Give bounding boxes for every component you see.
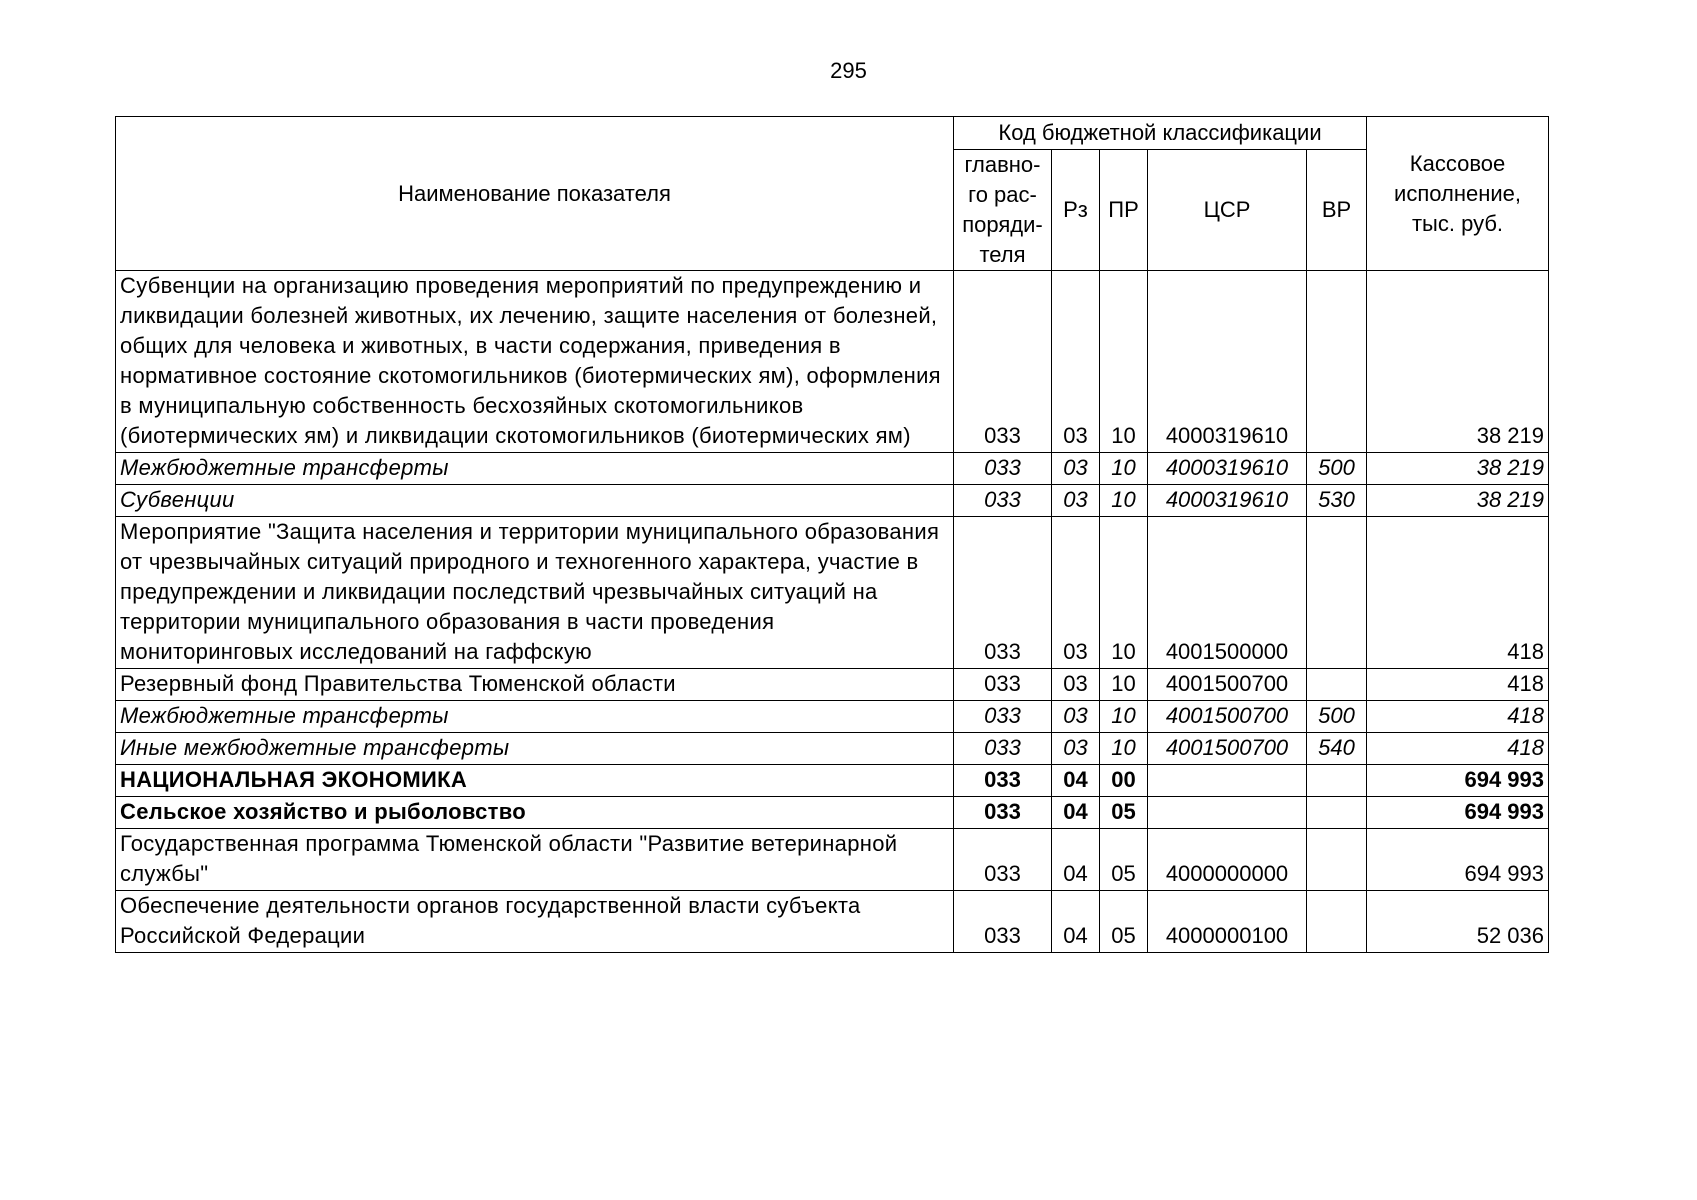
- row-grbs: 033: [954, 485, 1052, 517]
- header-csr: ЦСР: [1148, 150, 1307, 271]
- row-pr: 10: [1100, 669, 1148, 701]
- header-amount-line: тыс. руб.: [1411, 210, 1504, 236]
- header-code-group: Код бюджетной классификации: [954, 117, 1367, 150]
- row-vr: 530: [1307, 485, 1367, 517]
- row-rz: 03: [1052, 271, 1100, 453]
- table-row: [116, 797, 1549, 829]
- row-name: Государственная программа Тюменской области "Развитие ветеринарной службы": [116, 829, 954, 891]
- row-csr: 4000000000: [1148, 829, 1307, 891]
- row-vr: 540: [1307, 733, 1367, 765]
- header-grbs-line: теля: [979, 242, 1026, 267]
- row-name: Субвенции на организацию проведения мероприятий по предупреждению и ликвидации болезней животных, их лечению, защите населения от болезней, общих для человека и животных, в части содержания, приведения в нормативное состояние скотомогильников (биотермических ям), оформления в муниципальную собственность бесхозяйных скотомогильников (биотермических ям) и ликвидации скотомогильников (биотермических ям): [116, 271, 954, 453]
- row-csr: 4000319610: [1148, 271, 1307, 453]
- header-amount-line: Кассовое: [1409, 150, 1506, 176]
- row-grbs: 033: [954, 701, 1052, 733]
- row-rz: 03: [1052, 485, 1100, 517]
- row-csr: 4000319610: [1148, 485, 1307, 517]
- row-grbs: 033: [954, 733, 1052, 765]
- row-grbs: 033: [954, 517, 1052, 669]
- row-rz: 03: [1052, 453, 1100, 485]
- row-grbs: 033: [954, 797, 1052, 829]
- page-number: 295: [830, 58, 867, 83]
- row-csr: [1148, 765, 1307, 797]
- table-row: [116, 271, 1549, 453]
- row-amount: 694 993: [1367, 797, 1549, 829]
- row-name: Мероприятие "Защита населения и территории муниципального образования от чрезвычайных ситуаций природного и техногенного характера, участие в предупреждении и ликвидации последствий чрезвычайных ситуаций на территории муниципального образования в части проведения мониторинговых исследований на гаффскую: [116, 517, 954, 669]
- row-vr: [1307, 517, 1367, 669]
- header-grbs-line: главно-: [964, 152, 1041, 177]
- header-vr: ВР: [1307, 150, 1367, 271]
- row-vr: [1307, 891, 1367, 953]
- row-vr: [1307, 829, 1367, 891]
- row-csr: 4000000100: [1148, 891, 1307, 953]
- header-amount: [1367, 117, 1549, 271]
- row-csr: 4000319610: [1148, 453, 1307, 485]
- row-rz: 04: [1052, 797, 1100, 829]
- row-name: НАЦИОНАЛЬНАЯ ЭКОНОМИКА: [116, 765, 954, 797]
- row-csr: [1148, 797, 1307, 829]
- row-name: Межбюджетные трансферты: [116, 453, 954, 485]
- row-name: Иные межбюджетные трансферты: [116, 733, 954, 765]
- row-csr: 4001500700: [1148, 733, 1307, 765]
- table-row: [116, 765, 1549, 797]
- row-grbs: 033: [954, 453, 1052, 485]
- row-grbs: 033: [954, 891, 1052, 953]
- table-row: [116, 517, 1549, 669]
- row-pr: 10: [1100, 733, 1148, 765]
- row-name: Сельское хозяйство и рыболовство: [116, 797, 954, 829]
- row-amount: 694 993: [1367, 829, 1549, 891]
- row-name: Межбюджетные трансферты: [116, 701, 954, 733]
- row-csr: 4001500000: [1148, 517, 1307, 669]
- row-vr: 500: [1307, 453, 1367, 485]
- header-name: Наименование показателя: [116, 117, 954, 271]
- header-grbs-line: го рас-: [968, 182, 1037, 207]
- header-grbs: [954, 150, 1052, 271]
- row-vr: [1307, 765, 1367, 797]
- row-pr: 05: [1100, 829, 1148, 891]
- row-csr: 4001500700: [1148, 701, 1307, 733]
- row-amount: 38 219: [1367, 485, 1549, 517]
- row-grbs: 033: [954, 829, 1052, 891]
- row-vr: [1307, 271, 1367, 453]
- header-grbs-line: поряди-: [962, 212, 1043, 237]
- row-grbs: 033: [954, 271, 1052, 453]
- header-row-top: [116, 117, 1549, 150]
- header-pr: ПР: [1100, 150, 1148, 271]
- row-pr: 10: [1100, 701, 1148, 733]
- table-row: [116, 669, 1549, 701]
- row-grbs: 033: [954, 765, 1052, 797]
- row-amount: 38 219: [1367, 453, 1549, 485]
- table-row: [116, 485, 1549, 517]
- table-row: [116, 829, 1549, 891]
- row-amount: 694 993: [1367, 765, 1549, 797]
- table-row: [116, 891, 1549, 953]
- row-pr: 10: [1100, 517, 1148, 669]
- row-pr: 10: [1100, 453, 1148, 485]
- header-amount-line: исполнение,: [1394, 180, 1521, 206]
- table-row: [116, 453, 1549, 485]
- row-rz: 03: [1052, 733, 1100, 765]
- table-row: [116, 733, 1549, 765]
- row-rz: 04: [1052, 765, 1100, 797]
- row-grbs: 033: [954, 669, 1052, 701]
- row-amount: 52 036: [1367, 891, 1549, 953]
- row-csr: 4001500700: [1148, 669, 1307, 701]
- budget-execution-table: [115, 116, 1549, 953]
- row-vr: [1307, 797, 1367, 829]
- table-row: [116, 701, 1549, 733]
- row-pr: 05: [1100, 891, 1148, 953]
- row-vr: [1307, 669, 1367, 701]
- row-name: Резервный фонд Правительства Тюменской области: [116, 669, 954, 701]
- row-amount: 38 219: [1367, 271, 1549, 453]
- row-name: Обеспечение деятельности органов государственной власти субъекта Российской Федерации: [116, 891, 954, 953]
- row-vr: 500: [1307, 701, 1367, 733]
- row-amount: 418: [1367, 701, 1549, 733]
- row-amount: 418: [1367, 669, 1549, 701]
- row-rz: 03: [1052, 701, 1100, 733]
- row-pr: 05: [1100, 797, 1148, 829]
- row-rz: 04: [1052, 891, 1100, 953]
- row-pr: 10: [1100, 271, 1148, 453]
- row-amount: 418: [1367, 733, 1549, 765]
- row-pr: 00: [1100, 765, 1148, 797]
- row-pr: 10: [1100, 485, 1148, 517]
- row-name: Субвенции: [116, 485, 954, 517]
- row-rz: 03: [1052, 669, 1100, 701]
- row-rz: 03: [1052, 517, 1100, 669]
- row-amount: 418: [1367, 517, 1549, 669]
- header-rz: Рз: [1052, 150, 1100, 271]
- row-rz: 04: [1052, 829, 1100, 891]
